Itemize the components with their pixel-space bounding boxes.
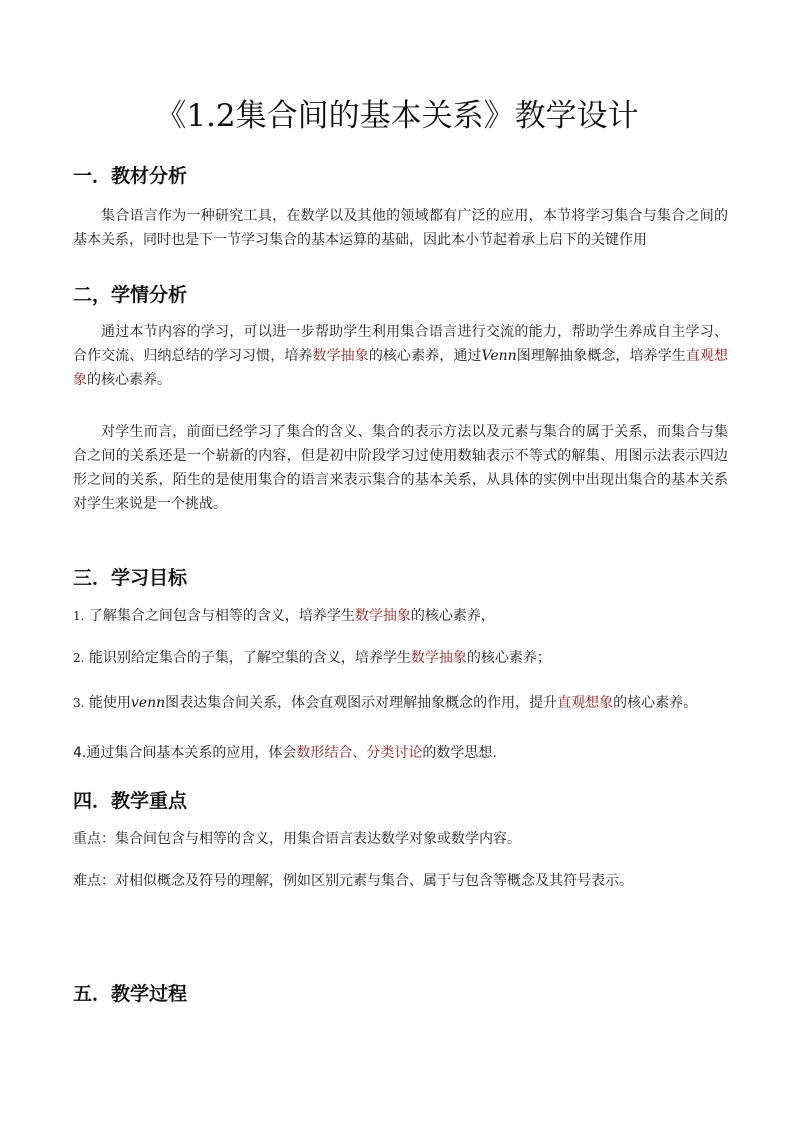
highlight-number-shape-classification: 数形结合、分类讨论	[296, 745, 423, 761]
highlight-math-abstraction: 数学抽象	[354, 608, 411, 624]
section-heading-key-points: 四．教学重点	[73, 790, 188, 812]
highlight-math-abstraction: 数学抽象	[312, 348, 369, 364]
goal-text: 了解集合之间包含与相等的含义，培养学生	[84, 608, 355, 624]
goal-text: 4.通过集合间基本关系的应用，体会	[73, 745, 297, 761]
highlight-intuitive-imagination: 直观想象	[557, 695, 614, 711]
goal-number: 2.	[73, 651, 85, 665]
section-heading-student-analysis: 二，学情分析	[73, 284, 188, 306]
venn-term: venn	[130, 695, 166, 711]
goal-text: 能使用	[84, 695, 131, 711]
goal-text: 能识别给定集合的子集，了解空集的含义，培养学生	[84, 650, 411, 666]
section-heading-teaching-process: 五．教学过程	[73, 983, 188, 1005]
difficult-point-line: 难点：对相似概念及符号的理解，例如区别元素与集合、属于与包含等概念及其符号表示。	[73, 873, 633, 889]
venn-term: Venn	[481, 348, 517, 364]
goal-text: 图表达集合间关系，体会直观图示对理解抽象概念的作用，提升	[165, 695, 558, 711]
goal-text: 的数学思想.	[422, 745, 497, 761]
highlight-intuitive-imagination: 直观想象	[73, 348, 729, 388]
section-heading-learning-goals: 三．学习目标	[73, 567, 188, 589]
highlight-math-abstraction: 数学抽象	[410, 650, 467, 666]
student-analysis-paragraph-2: 对学生而言，前面已经学习了集合的含义、集合的表示方法以及元素与集合的属于关系，而集合与集合之间的关系还是一个崭新的内容，但是初中阶段学习过使用数轴表示不等式的解集、用图示法表示四边形之间的关系，陌生的是使用集合的语言来表示集合的基本关系，从具体的实例中出现出集合的基本关系对学生来说是一个挑战。	[73, 424, 728, 512]
student-analysis-text: 图理解抽象概念，培养学生	[516, 348, 686, 364]
student-analysis-text: 的核心素养，通过	[368, 348, 482, 364]
section-heading-textbook-analysis: 一．教材分析	[73, 165, 188, 187]
learning-goal-4	[73, 742, 497, 764]
student-analysis-text: 通过本节内容的学习，可以进一步帮助学生利用集合语言进行交流的能力，帮助学生养成自主学习、合作交流、归纳总结的学习习惯，培养	[73, 324, 728, 364]
goal-text: 的核心素养；	[466, 650, 551, 666]
learning-goal-2	[73, 647, 551, 669]
document-title: 《1.2集合间的基本关系》教学设计	[155, 98, 639, 134]
learning-goal-1	[73, 605, 495, 627]
goal-text: 的核心素养，	[410, 608, 495, 624]
goal-number: 1.	[73, 609, 85, 623]
learning-goal-3	[73, 692, 697, 714]
key-point-line: 重点：集合间包含与相等的含义，用集合语言表达数学对象或数学内容。	[73, 831, 521, 847]
goal-number: 3.	[73, 696, 85, 710]
student-analysis-paragraph-1	[73, 320, 728, 392]
textbook-analysis-paragraph: 集合语言作为一种研究工具，在数学以及其他的领域都有广泛的应用，本节将学习集合与集合之间的基本关系，同时也是下一节学习集合的基本运算的基础，因此本小节起着承上启下的关键作用	[73, 208, 728, 248]
student-analysis-text: 的核心素养。	[87, 372, 171, 388]
goal-text: 的核心素养。	[613, 695, 698, 711]
